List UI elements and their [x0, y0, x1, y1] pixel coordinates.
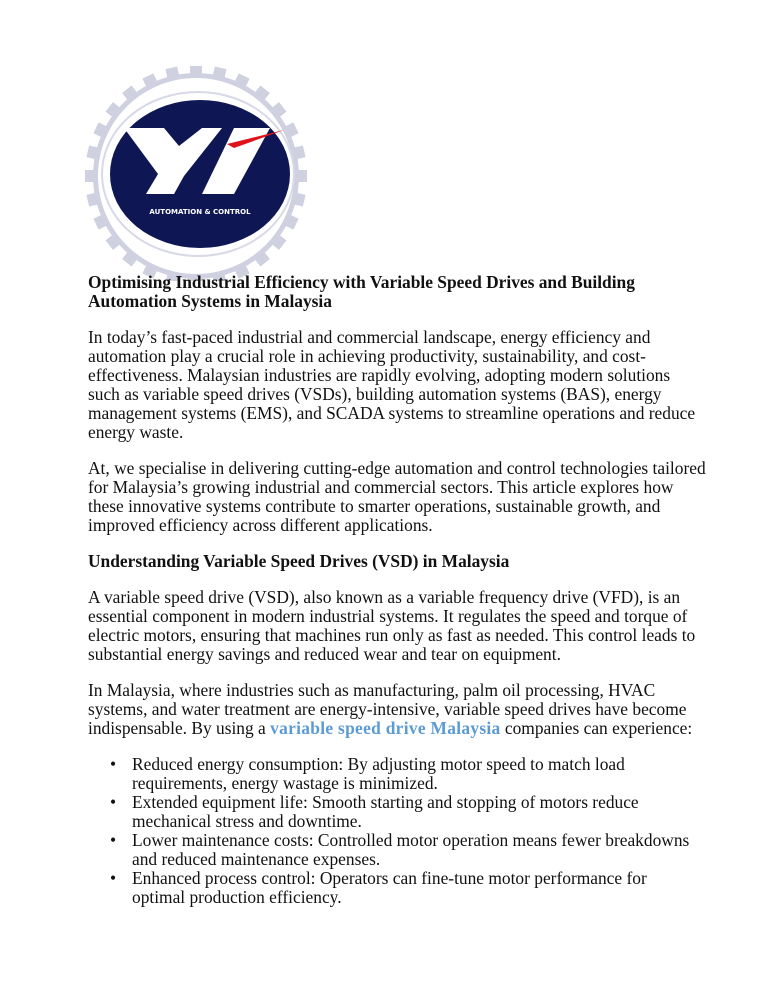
text-line: optimal production efficiency.	[132, 887, 342, 907]
vsd-malaysia-link[interactable]: variable speed drive Malaysia	[270, 718, 501, 738]
text-fragment: companies can experience:	[500, 718, 693, 738]
title-line: Automation Systems in Malaysia	[88, 291, 332, 311]
company-paragraph	[88, 459, 706, 535]
list-item	[110, 868, 647, 907]
bullet-icon: •	[110, 754, 117, 774]
logo-tagline: AUTOMATION & CONTROL	[149, 208, 251, 216]
list-item	[110, 792, 639, 831]
text-line: such as variable speed drives (VSDs), building automation systems (BAS), energy	[88, 384, 662, 404]
text-line: energy waste.	[88, 422, 184, 442]
section-heading: Understanding Variable Speed Drives (VSD) in Malaysia	[88, 551, 510, 571]
text-line: systems, and water treatment are energy-intensive, variable speed drives have become	[88, 699, 687, 719]
text-line: and reduced maintenance expenses.	[132, 849, 381, 869]
text-line: management systems (EMS), and SCADA systems to streamline operations and reduce	[88, 403, 696, 423]
text-line: mechanical stress and downtime.	[132, 811, 362, 831]
text-line: these innovative systems contribute to smarter operations, sustainable growth, and	[88, 496, 661, 516]
text-line: In Malaysia, where industries such as manufacturing, palm oil processing, HVAC	[88, 680, 656, 700]
text-line: Enhanced process control: Operators can fine-tune motor performance for	[132, 868, 647, 888]
text-line: requirements, energy wastage is minimized.	[132, 773, 438, 793]
text-line: In today’s fast-paced industrial and commercial landscape, energy efficiency and	[88, 327, 651, 347]
text-line: essential component in modern industrial systems. It regulates the speed and torque of	[88, 606, 688, 626]
text-line: A variable speed drive (VSD), also known as a variable frequency drive (VFD), is an	[88, 587, 681, 607]
list-item	[110, 754, 625, 793]
intro-paragraph	[88, 328, 695, 442]
text-line: improved efficiency across different applications.	[88, 515, 433, 535]
text-line	[88, 719, 692, 738]
title-line: Optimising Industrial Efficiency with Variable Speed Drives and Building	[88, 272, 635, 292]
vsd-paragraph	[88, 588, 695, 664]
text-line: effectiveness. Malaysian industries are rapidly evolving, adopting modern solutions	[88, 365, 671, 385]
list-item	[110, 830, 690, 869]
text-line: Lower maintenance costs: Controlled motor operation means fewer breakdowns	[132, 830, 690, 850]
text-line: for Malaysia’s growing industrial and commercial sectors. This article explores how	[88, 477, 674, 497]
text-line: automation play a crucial role in achieving productivity, sustainability, and cost-	[88, 346, 646, 366]
bullet-icon: •	[110, 830, 117, 850]
text-line: electric motors, ensuring that machines run only as fast as needed. This control leads to	[88, 625, 696, 645]
text-line: At, we specialise in delivering cutting-edge automation and control technologies tailored	[88, 458, 706, 478]
text-fragment: indispensable. By using a	[88, 718, 271, 738]
text-line: substantial energy savings and reduced wear and tear on equipment.	[88, 644, 561, 664]
malaysia-paragraph	[88, 681, 692, 738]
bullet-icon: •	[110, 792, 117, 812]
article-title	[88, 273, 635, 311]
bullet-icon: •	[110, 868, 117, 888]
text-line: Extended equipment life: Smooth starting and stopping of motors reduce	[132, 792, 639, 812]
company-logo	[84, 66, 309, 281]
text-line: Reduced energy consumption: By adjusting motor speed to match load	[132, 754, 625, 774]
